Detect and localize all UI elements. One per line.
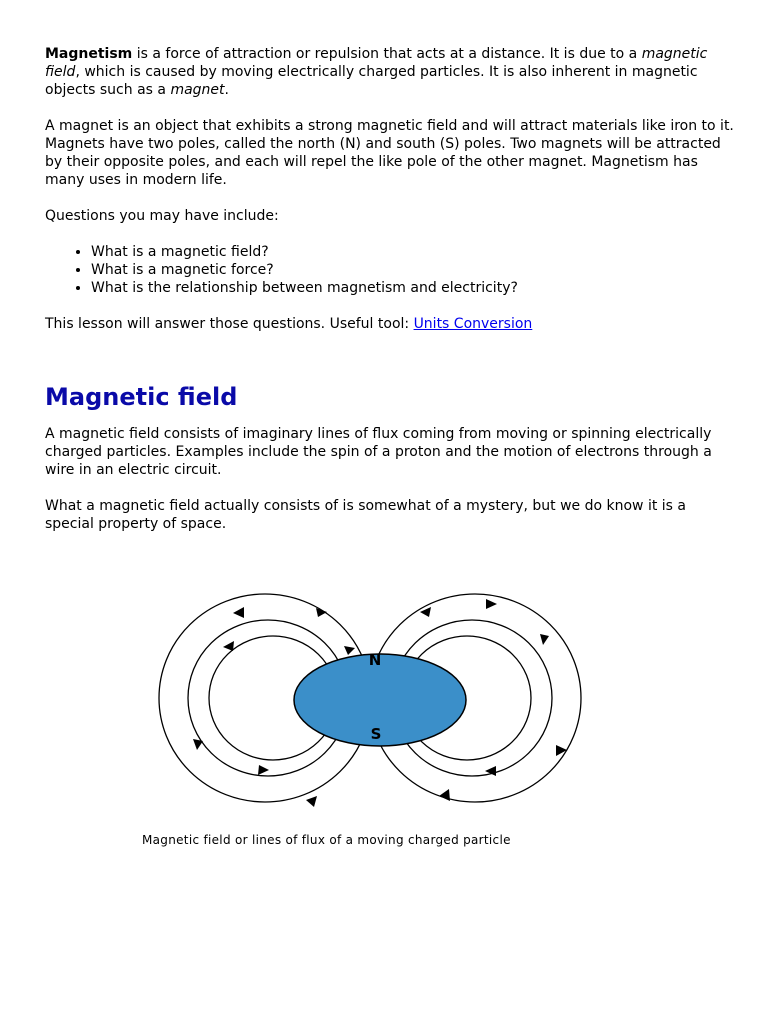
intro-p4-text: This lesson will answer those questions. Useful tool: <box>45 316 414 332</box>
intro-paragraph-4 <box>45 315 735 333</box>
list-item: • What is a magnetic field? <box>91 243 735 261</box>
arrow-icon <box>344 646 355 655</box>
figure-caption: Magnetic field or lines of flux of a moving charged particle <box>142 833 511 847</box>
intro-p1-text-1: is a force of attraction or repulsion that acts at a distance. It is due to a <box>132 46 642 62</box>
article-content <box>45 45 735 551</box>
arrow-icon <box>223 641 234 651</box>
list-item: • What is the relationship between magnetism and electricity? <box>91 279 735 297</box>
magnetic-field-diagram <box>155 590 585 815</box>
intro-p1-text-2: , which is caused by moving electrically charged particles. It is also inherent in magnetic objects such as a <box>45 64 698 98</box>
arrow-icon <box>486 599 497 609</box>
arrow-icon <box>439 789 450 801</box>
units-conversion-link[interactable]: Units Conversion <box>413 316 533 332</box>
questions-list <box>45 243 735 297</box>
magnetism-term: Magnetism <box>45 46 133 62</box>
section-paragraph-2: What a magnetic field actually consists of is somewhat of a mystery, but we do know it is a special property of space. <box>45 498 686 532</box>
list-item: • What is a magnetic force? <box>91 261 735 279</box>
north-pole-label: N <box>368 651 382 669</box>
magnetic-field-figure <box>155 590 585 815</box>
section-paragraph-1: A magnetic field consists of imaginary lines of flux coming from moving or spinning electrically charged particles. Examples include the spin of a proton and the motion of electrons through a wire in an electric circuit. <box>45 426 712 478</box>
arrow-icon <box>233 607 244 618</box>
intro-paragraph-3: Questions you may have include: <box>45 208 279 224</box>
intro-paragraph-2: A magnet is an object that exhibits a strong magnetic field and will attract materials like iron to it. Magnets have two poles, called the north (N) and south (S) poles. Two magnets will be attracted by their opposite poles, and each will repel the like pole of the other magnet. Magnetism has many uses in modern life. <box>45 118 734 188</box>
section-heading: Magnetic field <box>45 383 238 411</box>
magnetic-field-emphasis: magnetic field <box>45 46 708 80</box>
arrow-icon <box>556 745 567 756</box>
intro-paragraph-1 <box>45 45 735 99</box>
arrow-icon <box>258 765 269 775</box>
arrow-icon <box>540 634 549 645</box>
magnet-emphasis: magnet <box>170 82 225 98</box>
arrow-icon <box>306 796 317 807</box>
south-pole-label: S <box>370 725 382 743</box>
intro-p1-text-3: . <box>224 82 229 98</box>
